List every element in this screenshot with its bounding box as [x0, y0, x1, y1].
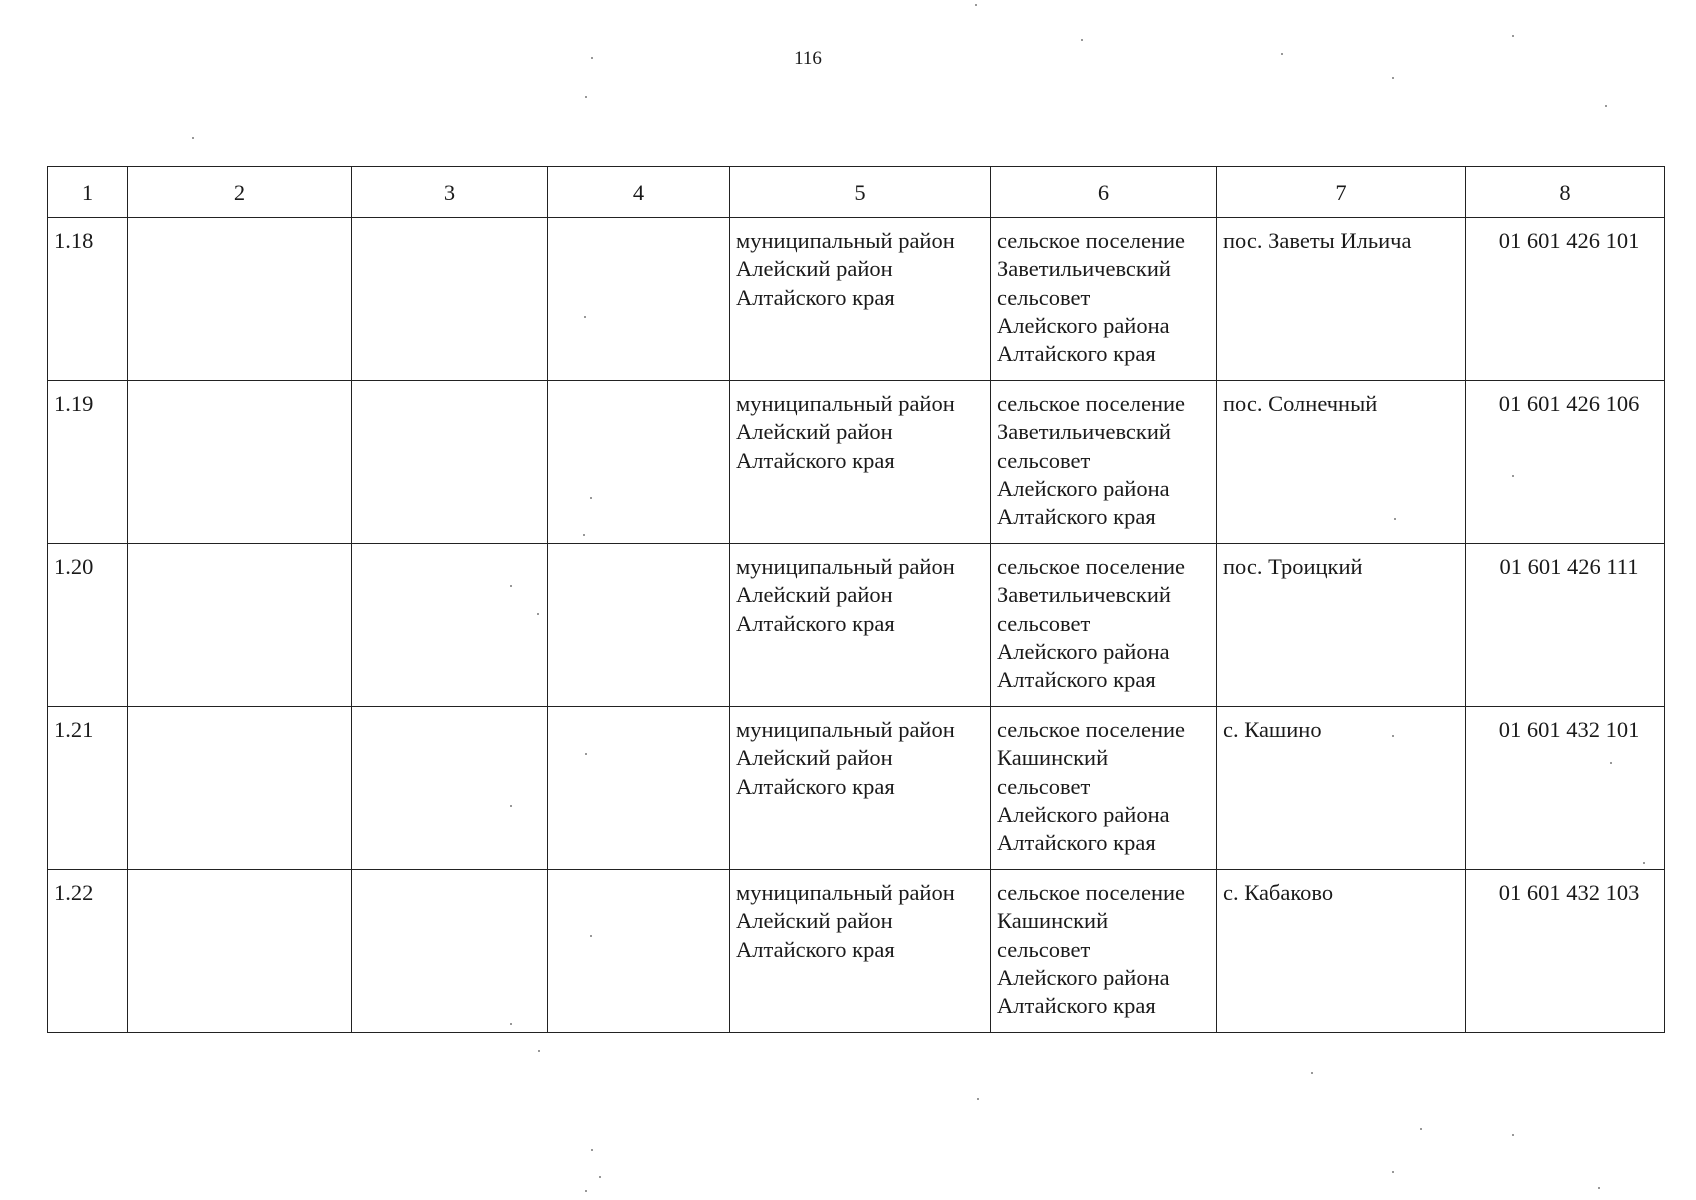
scan-speck	[977, 1098, 979, 1100]
locality-cell: с. Кашино	[1217, 707, 1466, 870]
code-cell: 01 601 426 101	[1466, 218, 1665, 381]
scan-speck	[537, 613, 539, 615]
empty-cell	[352, 218, 548, 381]
scan-speck	[1420, 1128, 1422, 1130]
municipality-cell: муниципальный район Алейский район Алтайского края	[730, 707, 991, 870]
scan-speck	[1512, 35, 1514, 37]
scan-speck	[510, 585, 512, 587]
column-header: 8	[1466, 167, 1665, 218]
empty-cell	[128, 707, 352, 870]
scan-speck	[192, 137, 194, 139]
table-row	[48, 381, 1665, 544]
scan-speck	[585, 1190, 587, 1192]
code-cell: 01 601 426 106	[1466, 381, 1665, 544]
scan-speck	[510, 805, 512, 807]
empty-cell	[352, 544, 548, 707]
empty-cell	[548, 870, 730, 1033]
scan-speck	[591, 1149, 593, 1151]
scan-speck	[510, 1023, 512, 1025]
empty-cell	[548, 218, 730, 381]
scan-speck	[1392, 77, 1394, 79]
empty-cell	[128, 544, 352, 707]
settlement-cell: сельское поселение Заветильичевский сельсовет Алейского района Алтайского края	[991, 218, 1217, 381]
column-header: 7	[1217, 167, 1466, 218]
row-number-cell: 1.19	[48, 381, 128, 544]
empty-cell	[548, 381, 730, 544]
municipality-cell: муниципальный район Алейский район Алтайского края	[730, 870, 991, 1033]
scan-speck	[1598, 1187, 1600, 1189]
scan-speck	[583, 534, 585, 536]
scan-speck	[591, 57, 593, 59]
empty-cell	[548, 544, 730, 707]
column-header: 5	[730, 167, 991, 218]
scan-speck	[590, 497, 592, 499]
scan-speck	[1512, 475, 1514, 477]
settlement-cell: сельское поселение Заветильичевский сельсовет Алейского района Алтайского края	[991, 381, 1217, 544]
scan-speck	[975, 4, 977, 6]
municipality-cell: муниципальный район Алейский район Алтайского края	[730, 544, 991, 707]
empty-cell	[548, 707, 730, 870]
scan-speck	[1610, 762, 1612, 764]
code-cell: 01 601 426 111	[1466, 544, 1665, 707]
empty-cell	[128, 381, 352, 544]
empty-cell	[352, 707, 548, 870]
scan-speck	[1394, 518, 1396, 520]
scan-speck	[584, 316, 586, 318]
scan-speck	[1311, 1072, 1313, 1074]
empty-cell	[128, 218, 352, 381]
row-number-cell: 1.20	[48, 544, 128, 707]
scan-speck	[1392, 735, 1394, 737]
settlement-cell: сельское поселение Кашинский сельсовет Алейского района Алтайского края	[991, 870, 1217, 1033]
column-header: 3	[352, 167, 548, 218]
locality-cell: пос. Заветы Ильича	[1217, 218, 1466, 381]
code-cell: 01 601 432 101	[1466, 707, 1665, 870]
column-header: 2	[128, 167, 352, 218]
municipality-cell: муниципальный район Алейский район Алтайского края	[730, 381, 991, 544]
scan-speck	[1512, 1134, 1514, 1136]
scan-speck	[585, 96, 587, 98]
empty-cell	[352, 870, 548, 1033]
locality-cell: пос. Солнечный	[1217, 381, 1466, 544]
scan-speck	[1081, 39, 1083, 41]
column-header: 4	[548, 167, 730, 218]
column-header: 6	[991, 167, 1217, 218]
municipality-cell: муниципальный район Алейский район Алтайского края	[730, 218, 991, 381]
settlement-cell: сельское поселение Кашинский сельсовет Алейского района Алтайского края	[991, 707, 1217, 870]
empty-cell	[128, 870, 352, 1033]
scan-speck	[1643, 862, 1645, 864]
settlement-cell: сельское поселение Заветильичевский сельсовет Алейского района Алтайского края	[991, 544, 1217, 707]
table-row	[48, 218, 1665, 381]
scan-speck	[1605, 105, 1607, 107]
scan-speck	[590, 935, 592, 937]
code-cell: 01 601 432 103	[1466, 870, 1665, 1033]
row-number-cell: 1.18	[48, 218, 128, 381]
scan-speck	[1281, 53, 1283, 55]
scan-speck	[1392, 1171, 1394, 1173]
locality-cell: с. Кабаково	[1217, 870, 1466, 1033]
empty-cell	[352, 381, 548, 544]
table-row	[48, 707, 1665, 870]
table-header-row	[48, 167, 1665, 218]
table-row	[48, 870, 1665, 1033]
row-number-cell: 1.22	[48, 870, 128, 1033]
scan-speck	[538, 1050, 540, 1052]
page-number: 116	[794, 48, 822, 69]
locality-cell: пос. Троицкий	[1217, 544, 1466, 707]
column-header: 1	[48, 167, 128, 218]
table-row	[48, 544, 1665, 707]
scan-speck	[599, 1176, 601, 1178]
row-number-cell: 1.21	[48, 707, 128, 870]
scan-speck	[585, 753, 587, 755]
document-table	[47, 166, 1665, 1033]
